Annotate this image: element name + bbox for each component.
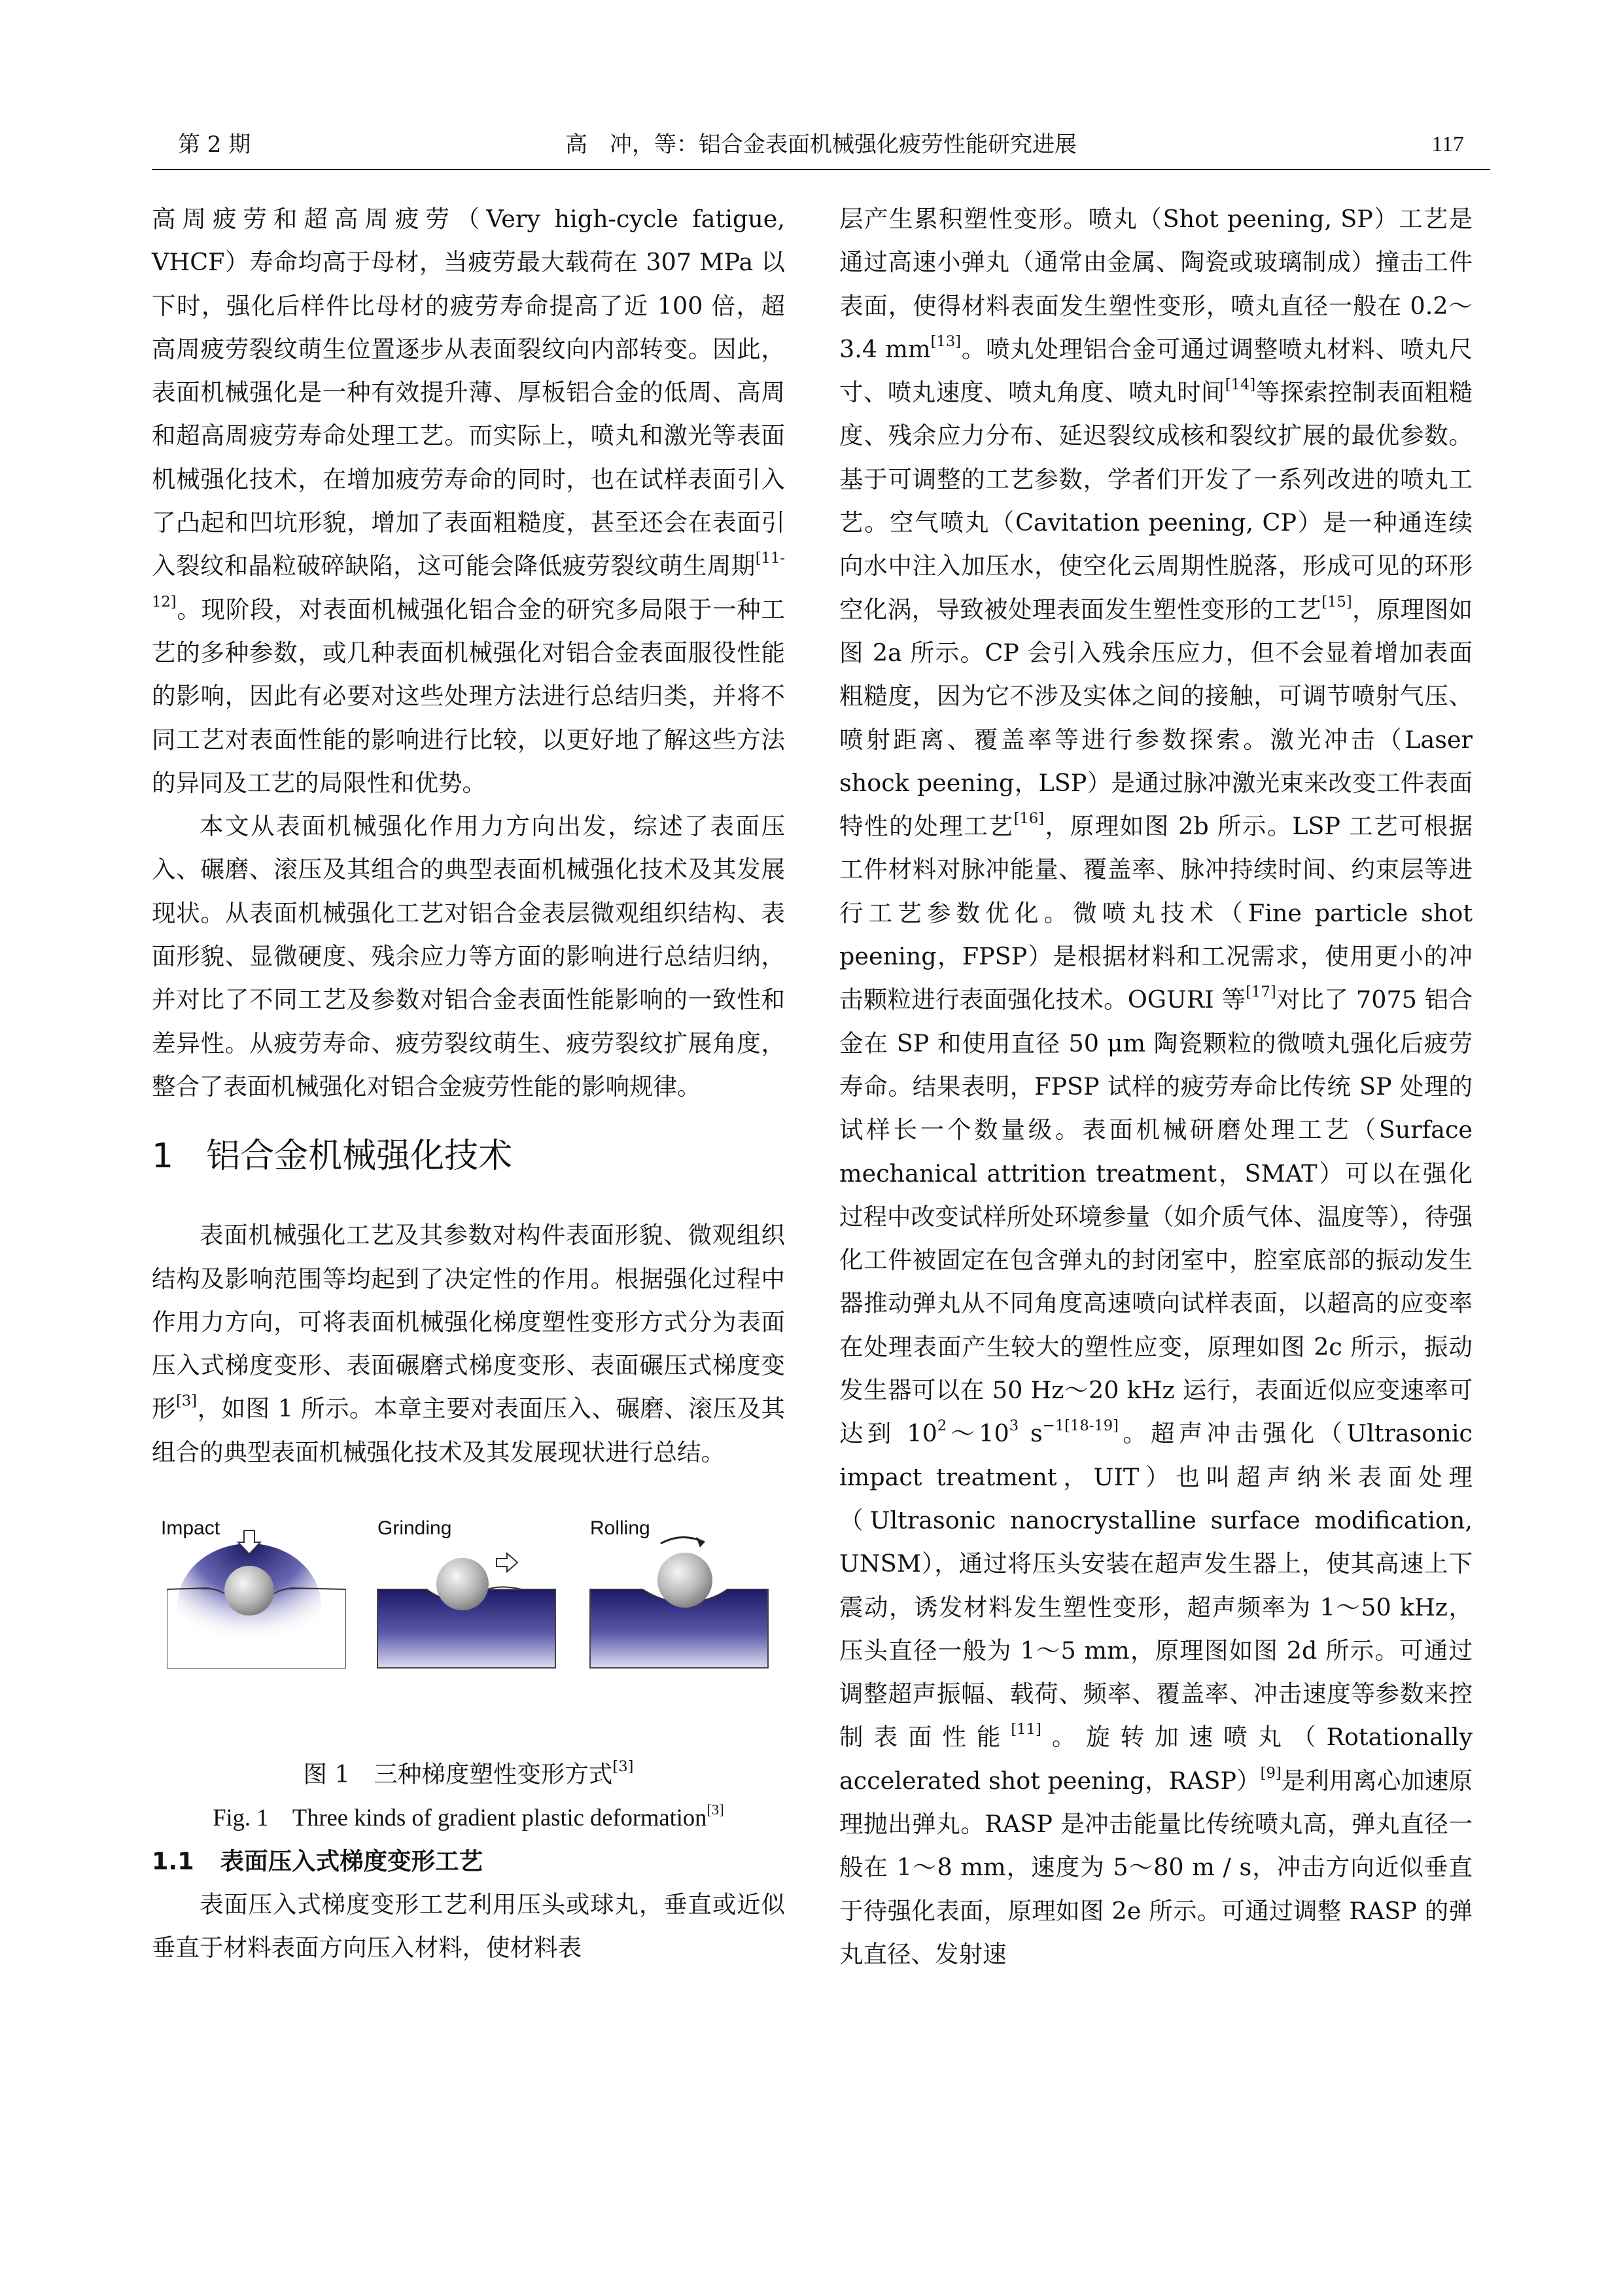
grinding-label: Grinding (377, 1517, 452, 1540)
paragraph: 高周疲劳和超高周疲劳（Very high-cycle fatigue, VHCF）寿命均高于母材，当疲劳最大载荷在 307 MPa 以下时，强化后样件比母材的疲劳寿命提高了近 100 倍，超高周疲劳裂纹萌生位置逐步从表面裂纹向内部转变。因此，表面机械强化是一种有效提升薄、厚板铝合金的低周、高周和超高周疲劳寿命处理工艺。而实际上，喷丸和激光等表面机械强化技术，在增加疲劳寿命的同时，也在试样表面引入了凸起和凹坑形貌，增加了表面粗糙度，甚至还会在表面引入裂纹和晶粒破碎缺陷，这可能会降低疲劳裂纹萌生周期[11-12]。现阶段，对表面机械强化铝合金的研究多局限于一种工艺的多种参数，或几种表面机械强化对铝合金表面服役性能的影响，因此有必要对这些处理方法进行总结归类，并将不同工艺对表面性能的影响进行比较，以更好地了解这些方法的异同及工艺的局限性和优势。 (152, 205, 785, 797)
citation: [11] (1011, 1721, 1041, 1739)
impact-panel (161, 1517, 351, 1669)
figure-caption-cn: 图 1 三种梯度塑性变形方式[3] (303, 1758, 634, 1789)
citation: [17] (1246, 983, 1276, 1001)
grinding-diagram (371, 1517, 561, 1669)
citation: [16] (1013, 810, 1045, 828)
running-title: 高 冲，等：铝合金表面机械强化疲劳性能研究进展 (565, 132, 1077, 158)
citation: [11-12] (152, 550, 785, 610)
subsection-title: 表面压入式梯度变形工艺 (220, 1846, 483, 1875)
paragraph: 表面机械强化工艺及其参数对构件表面形貌、微观组织结构及影响范围等均起到了决定性的作用。根据强化过程中作用力方向，可将表面机械强化梯度塑性变形方式分为表面压入式梯度变形、表面碾磨式梯度变形、表面碾压式梯度变形[3]，如图 1 所示。本章主要对表面压入、碾磨、滚压及其组合的典型表面机械强化技术及其发展现状进行总结。 (152, 1221, 786, 1466)
impact-label: Impact (161, 1517, 220, 1540)
rolling-diagram (584, 1517, 773, 1669)
left-column (152, 198, 785, 1969)
rolling-panel (584, 1517, 773, 1669)
citation: [15] (1321, 593, 1352, 610)
impact-diagram (161, 1517, 351, 1669)
section-heading (152, 1108, 785, 1190)
section-number: 1 (152, 1137, 174, 1176)
paragraph: 本文从表面机械强化作用力方向出发，综述了表面压入、碾磨、滚压及其组合的典型表面机械强化技术及其发展现状。从表面机械强化工艺对铝合金表层微观组织结构、表面形貌、显微硬度、残余应力等方面的影响进行总结归纳，并对比了不同工艺及参数对铝合金表面性能影响的一致性和差异性。从疲劳寿命、疲劳裂纹萌生、疲劳裂纹扩展角度，整合了表面机械强化对铝合金疲劳性能的影响规律。 (152, 812, 785, 1101)
issue-number: 第 2 期 (178, 132, 251, 158)
figure-caption-en: Fig. 1 Three kinds of gradient plastic deformation[3] (213, 1801, 724, 1831)
paragraph: 表面压入式梯度变形工艺利用压头或球丸，垂直或近似垂直于材料表面方向压入材料，使材料表 (152, 1890, 785, 1962)
section-title: 铝合金机械强化技术 (206, 1137, 513, 1176)
page-number: 117 (1431, 132, 1464, 156)
rolling-label: Rolling (590, 1517, 650, 1540)
citation: [3] (176, 1392, 198, 1410)
grinding-panel (371, 1517, 561, 1669)
citation: [14] (1225, 376, 1256, 394)
citation: [9] (1260, 1764, 1282, 1782)
right-column (839, 198, 1473, 1976)
figure-1 (152, 1478, 785, 1753)
citation: [13] (930, 332, 962, 350)
citation: −1[18-19] (1042, 1417, 1119, 1435)
grinding-arrow-icon (497, 1553, 517, 1572)
running-header (152, 128, 1490, 170)
paragraph: 层产生累积塑性变形。喷丸（Shot peening, SP）工艺是通过高速小弹丸（通常由金属、陶瓷或玻璃制成）撞击工件表面，使得材料表面发生塑性变形，喷丸直径一般在 0.2～3.4 mm[13]。喷丸处理铝合金可通过调整喷丸材料、喷丸尺寸、喷丸速度、喷丸角度、喷丸时间[14]等探索控制表面粗糙度、残余应力分布、延迟裂纹成核和裂纹扩展的最优参数。基于可调整的工艺参数，学者们开发了一系列改进的喷丸工艺。空气喷丸（Cavitation peening, CP）是一种通连续向水中注入加压水，使空化云周期性脱落，形成可见的环形空化涡，导致被处理表面发生塑性变形的工艺[15]，原理图如图 2a 所示。CP 会引入残余压应力，但不会显着增加表面粗糙度，因为它不涉及实体之间的接触，可调节喷射气压、喷射距离、覆盖率等进行参数探索。激光冲击（Laser shock peening，LSP）是通过脉冲激光束来改变工件表面特性的处理工艺[16]，原理如图 2b 所示。LSP 工艺可根据工件材料对脉冲能量、覆盖率、脉冲持续时间、约束层等进行工艺参数优化。微喷丸技术（Fine particle shot peening，FPSP）是根据材料和工况需求，使用更小的冲击颗粒进行表面强化技术。OGURI 等[17]对比了 7075 铝合金在 SP 和使用直径 50 μm 陶瓷颗粒的微喷丸强化后疲劳寿命。结果表明，FPSP 试样的疲劳寿命比传统 SP 处理的试样长一个数量级。表面机械研磨处理工艺（Surface mechanical attrition treatment，SMAT）可以在强化过程中改变试样所处环境参量（如介质气体、温度等），待强化工件被固定在包含弹丸的封闭室中，腔室底部的振动发生器推动弹丸从不同角度高速喷向试样表面，以超高的应变率在处理表面产生较大的塑性应变，原理如图 2c 所示，振动发生器可以在 50 Hz～20 kHz 运行，表面近似应变速率可达到 $10^2\sim 10^3$ $s^{-1[18-19]}$。超声冲击强化（Ultrasonic impact treatment，UIT）也叫超声纳米表面处理（Ultrasonic nanocrystalline surface modification, UNSM），通过将压头安装在超声发生器上，使其高速上下震动，诱发材料发生塑性变形，超声频率为 1～50 kHz，压头直径一般为 1～5 mm，原理图如图 2d 所示。可通过调整超声振幅、载荷、频率、覆盖率、冲击速度等参数来控制表面性能[11]。旋转加速喷丸（Rotationally accelerated shot peening，RASP）[9]是利用离心加速原理抛出弹丸。RASP 是冲击能量比传统喷丸高，弹丸直径一般在 1～8 mm，速度为 5～80 m / s，冲击方向近似垂直于待强化表面，原理如图 2e 所示。可通过调整 RASP 的弹丸直径、发射速 (839, 205, 1473, 1968)
subsection-number: 1.1 (152, 1846, 194, 1875)
subsection-heading (152, 1840, 785, 1883)
